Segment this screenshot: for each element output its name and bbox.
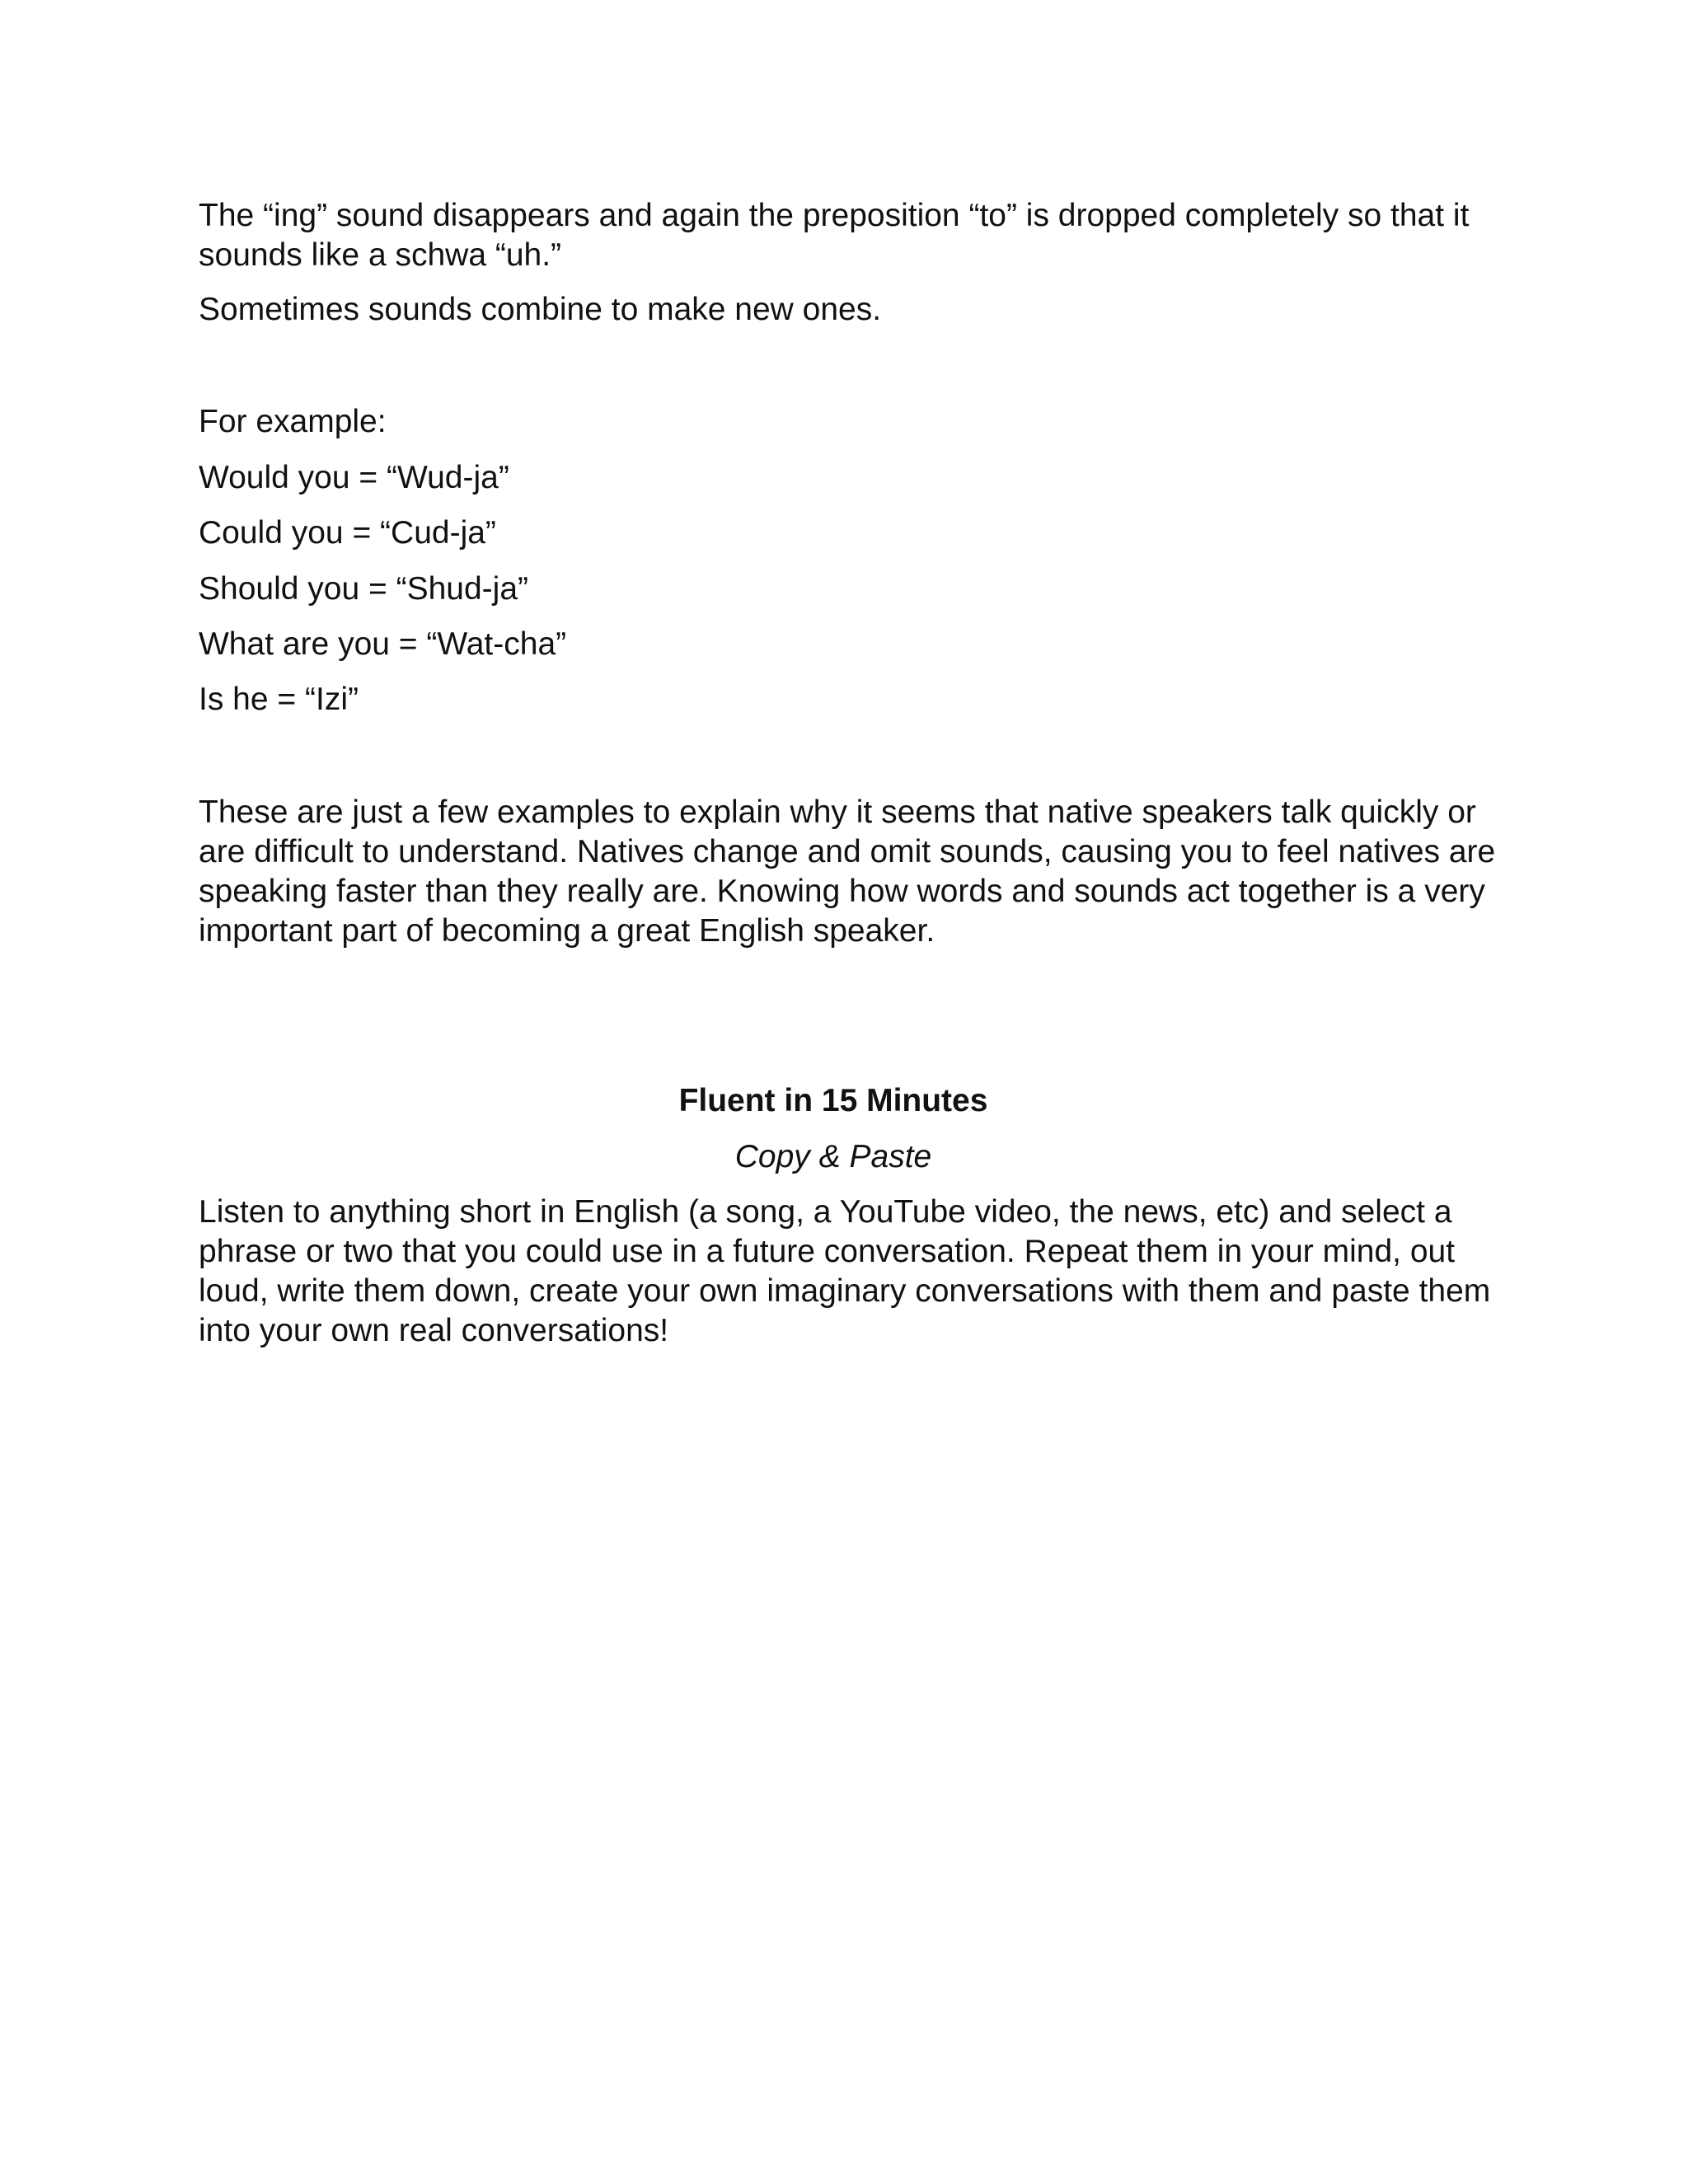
combine-sentence: Sometimes sounds combine to make new ones. — [199, 292, 882, 327]
example-item: Could you = “Cud-ja” — [199, 515, 496, 551]
example-item: Should you = “Shud-ja” — [199, 571, 528, 607]
section-body: Listen to anything short in English (a song, a YouTube video, the news, etc) and select a phrase or two that you could use in a future conversation. Repeat them in your mind, out loud, write them down, create your own imaginary conversations with them and paste them into your own real conversations! — [199, 1194, 1491, 1348]
intro-paragraph: The “ing” sound disappears and again the preposition “to” is dropped completely so that it sounds like a schwa “uh.” — [199, 198, 1470, 273]
example-item: Would you = “Wud-ja” — [199, 460, 509, 495]
example-item: What are you = “Wat-cha” — [199, 626, 567, 662]
section-subheading: Copy & Paste — [734, 1139, 932, 1174]
for-example-label: For example: — [199, 404, 387, 439]
closing-paragraph: These are just a few examples to explain why it seems that native speakers talk quickly or are difficult to understand. Natives change and omit sounds, causing you to feel natives are speaking faster than they really are. Knowing how words and sounds act together is a very important part of becoming a great English speaker. — [199, 794, 1496, 949]
section-heading: Fluent in 15 Minutes — [678, 1083, 988, 1118]
example-item: Is he = “Izi” — [199, 682, 359, 717]
